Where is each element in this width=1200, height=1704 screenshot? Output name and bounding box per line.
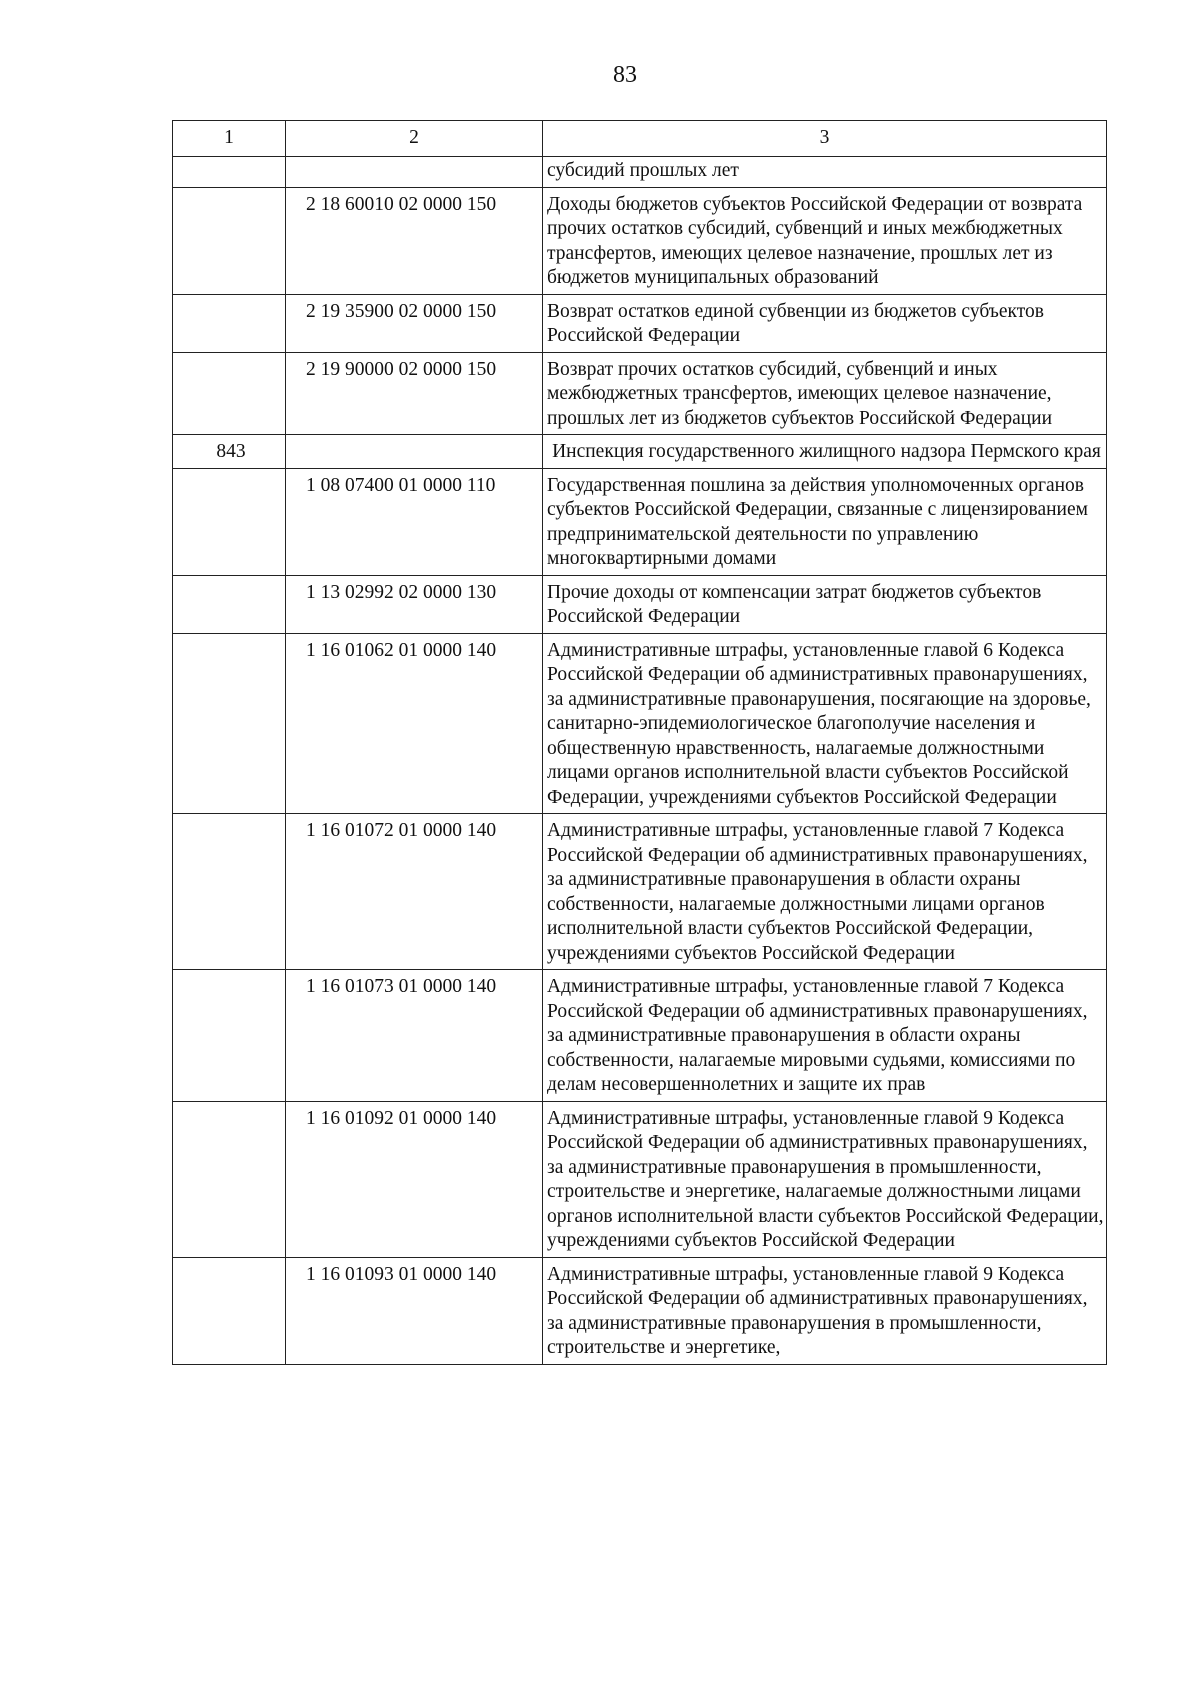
table-row (173, 633, 1107, 814)
description-cell: Прочие доходы от компенсации затрат бюджетов субъектов Российской Федерации (543, 575, 1107, 633)
description-cell: Административные штрафы, установленные главой 9 Кодекса Российской Федерации об административных правонарушениях, за административные правонарушения в промышленности, строительстве и энергетике, налагаемые должностными лицами органов исполнительной власти субъектов Российской Федерации, учреждениями субъектов Российской Федерации (543, 1101, 1107, 1257)
column-header-1: 1 (173, 121, 286, 157)
column-header-2: 2 (286, 121, 543, 157)
page-number: 83 (613, 62, 637, 88)
budget-code-cell: 1 16 01073 01 0000 140 (286, 970, 543, 1102)
description-cell: Административные штрафы, установленные главой 7 Кодекса Российской Федерации об административных правонарушениях, за административные правонарушения в области охраны собственности, налагаемые должностными лицами органов исполнительной власти субъектов Российской Федерации, учреждениями субъектов Российской Федерации (543, 814, 1107, 970)
admin-code-cell (173, 1257, 286, 1364)
admin-code-cell (173, 157, 286, 188)
admin-code-cell (173, 187, 286, 294)
budget-code-cell: 2 19 90000 02 0000 150 (286, 352, 543, 435)
budget-code-cell: 1 16 01093 01 0000 140 (286, 1257, 543, 1364)
admin-code-cell: 843 (173, 435, 286, 469)
admin-code-cell (173, 1101, 286, 1257)
table-row (173, 468, 1107, 575)
description-cell: Административные штрафы, установленные главой 6 Кодекса Российской Федерации об административных правонарушениях, за административные правонарушения, посягающие на здоровье, санитарно-эпидемиологическое благополучие населения и общественную нравственность, налагаемые должностными лицами органов исполнительной власти субъектов Российской Федерации, учреждениями субъектов Российской Федерации (543, 633, 1107, 814)
table-row (173, 814, 1107, 970)
table-row (173, 294, 1107, 352)
description-cell: Возврат остатков единой субвенции из бюджетов субъектов Российской Федерации (543, 294, 1107, 352)
table-row (173, 970, 1107, 1102)
budget-code-cell (286, 435, 543, 469)
table-header-row (173, 121, 1107, 157)
table-row (173, 1101, 1107, 1257)
budget-code-cell: 1 13 02992 02 0000 130 (286, 575, 543, 633)
admin-code-cell (173, 970, 286, 1102)
table-row (173, 352, 1107, 435)
budget-code-cell: 2 19 35900 02 0000 150 (286, 294, 543, 352)
admin-code-cell (173, 468, 286, 575)
description-cell: Государственная пошлина за действия уполномоченных органов субъектов Российской Федерации, связанные с лицензированием предпринимательской деятельности по управлению многоквартирными домами (543, 468, 1107, 575)
admin-code-cell (173, 575, 286, 633)
table-row (173, 575, 1107, 633)
budget-code-cell: 1 16 01062 01 0000 140 (286, 633, 543, 814)
budget-code-cell: 1 16 01092 01 0000 140 (286, 1101, 543, 1257)
admin-code-cell (173, 352, 286, 435)
description-cell: Возврат прочих остатков субсидий, субвенций и иных межбюджетных трансфертов, имеющих целевое назначение, прошлых лет из бюджетов субъектов Российской Федерации (543, 352, 1107, 435)
description-cell: Административные штрафы, установленные главой 9 Кодекса Российской Федерации об административных правонарушениях, за административные правонарушения в промышленности, строительстве и энергетике, (543, 1257, 1107, 1364)
table-row (173, 1257, 1107, 1364)
admin-code-cell (173, 814, 286, 970)
description-cell: субсидий прошлых лет (543, 157, 1107, 188)
section-title-cell: Инспекция государственного жилищного надзора Пермского края (543, 435, 1107, 469)
budget-code-cell: 2 18 60010 02 0000 150 (286, 187, 543, 294)
budget-code-cell: 1 08 07400 01 0000 110 (286, 468, 543, 575)
table-row (173, 187, 1107, 294)
budget-codes-table (172, 120, 1107, 1365)
column-header-3: 3 (543, 121, 1107, 157)
budget-code-cell: 1 16 01072 01 0000 140 (286, 814, 543, 970)
admin-code-cell (173, 294, 286, 352)
admin-code-cell (173, 633, 286, 814)
table-section-row (173, 435, 1107, 469)
description-cell: Доходы бюджетов субъектов Российской Федерации от возврата прочих остатков субсидий, субвенций и иных межбюджетных трансфертов, имеющих целевое назначение, прошлых лет из бюджетов муниципальных образований (543, 187, 1107, 294)
budget-code-cell (286, 157, 543, 188)
description-cell: Административные штрафы, установленные главой 7 Кодекса Российской Федерации об административных правонарушениях, за административные правонарушения в области охраны собственности, налагаемые мировыми судьями, комиссиями по делам несовершеннолетних и защите их прав (543, 970, 1107, 1102)
table-row (173, 157, 1107, 188)
